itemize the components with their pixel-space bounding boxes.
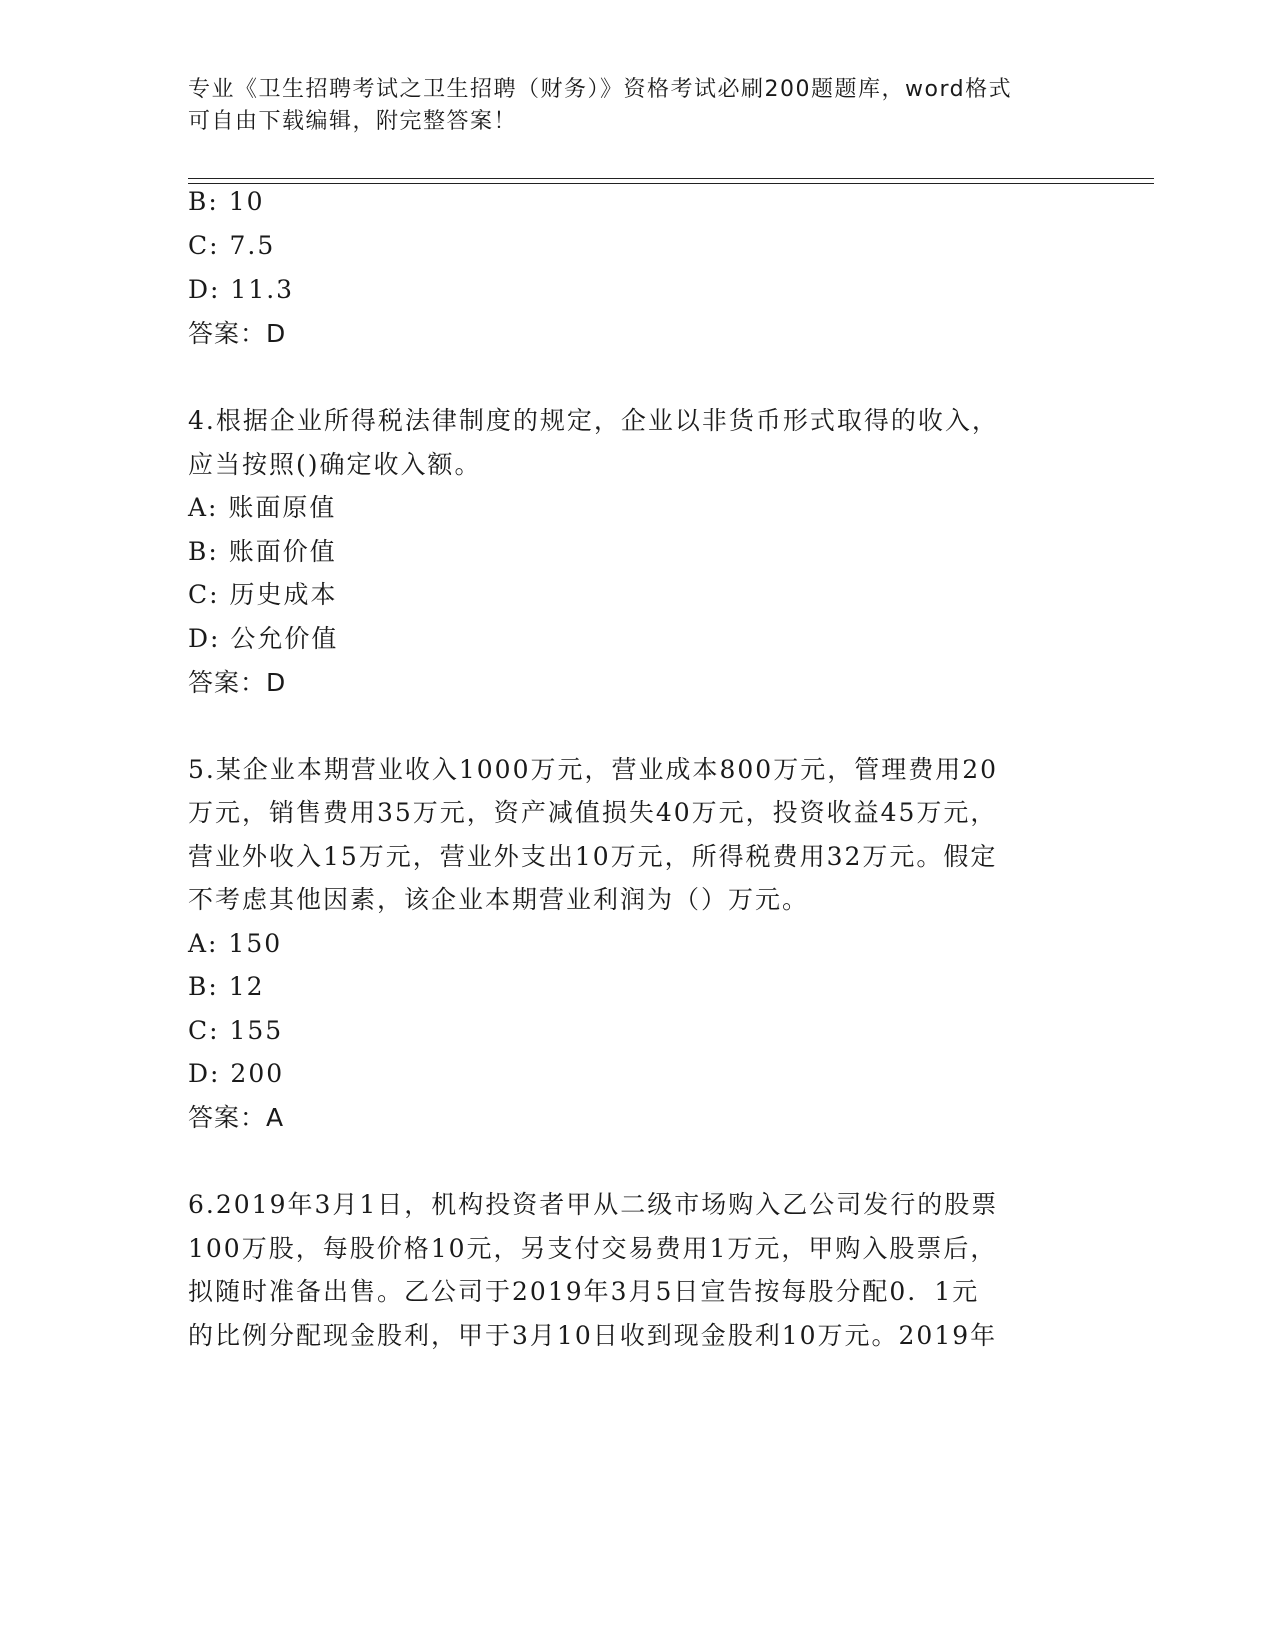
q3-option-d: D: 11.3 bbox=[188, 275, 295, 304]
q5-option-c: C: 155 bbox=[188, 1016, 284, 1045]
q3-option-c: C: 7.5 bbox=[188, 231, 276, 260]
q4-option-d: D: 公允价值 bbox=[188, 624, 339, 653]
q5-option-a: A: 150 bbox=[188, 929, 283, 958]
document-header bbox=[188, 74, 1068, 138]
q4-option-c: C: 历史成本 bbox=[188, 580, 338, 609]
q3-option-b: B: 10 bbox=[188, 187, 265, 216]
q3-answer: 答案：D bbox=[188, 319, 287, 348]
q5-stem-line-2: 万元，销售费用35万元，资产减值损失40万元，投资收益45万元， bbox=[188, 798, 998, 827]
q5-option-d: D: 200 bbox=[188, 1059, 285, 1088]
q6-stem-line-4: 的比例分配现金股利，甲于3月10日收到现金股利10万元。2019年 bbox=[188, 1321, 998, 1350]
q5-stem-line-1: 5.某企业本期营业收入1000万元，营业成本800万元，管理费用20 bbox=[188, 755, 999, 784]
q6-stem-line-1: 6.2019年3月1日，机构投资者甲从二级市场购入乙公司发行的股票 bbox=[188, 1190, 999, 1219]
q6-stem-line-3: 拟随时准备出售。乙公司于2019年3月5日宣告按每股分配0．1元 bbox=[188, 1277, 980, 1306]
q4-option-b: B: 账面价值 bbox=[188, 537, 337, 566]
header-line-1: 专业《卫生招聘考试之卫生招聘（财务）》资格考试必刷200题题库，word格式 bbox=[188, 77, 1013, 102]
q4-option-a: A: 账面原值 bbox=[188, 493, 337, 522]
header-rule-top bbox=[188, 178, 1154, 179]
header-line-2: 可自由下载编辑，附完整答案！ bbox=[188, 109, 518, 134]
q4-stem-line-2: 应当按照()确定收入额。 bbox=[188, 450, 482, 479]
q6-stem-line-2: 100万股，每股价格10元，另支付交易费用1万元，甲购入股票后， bbox=[188, 1234, 998, 1263]
q4-stem-line-1: 4.根据企业所得税法律制度的规定，企业以非货币形式取得的收入， bbox=[188, 406, 999, 435]
q5-stem-line-4: 不考虑其他因素，该企业本期营业利润为（）万元。 bbox=[188, 885, 810, 914]
q4-answer: 答案：D bbox=[188, 668, 287, 697]
q5-answer: 答案：A bbox=[188, 1103, 285, 1132]
q5-option-b: B: 12 bbox=[188, 972, 265, 1001]
header-rule-bottom bbox=[188, 183, 1154, 184]
q5-stem-line-3: 营业外收入15万元，营业外支出10万元，所得税费用32万元。假定 bbox=[188, 842, 998, 871]
